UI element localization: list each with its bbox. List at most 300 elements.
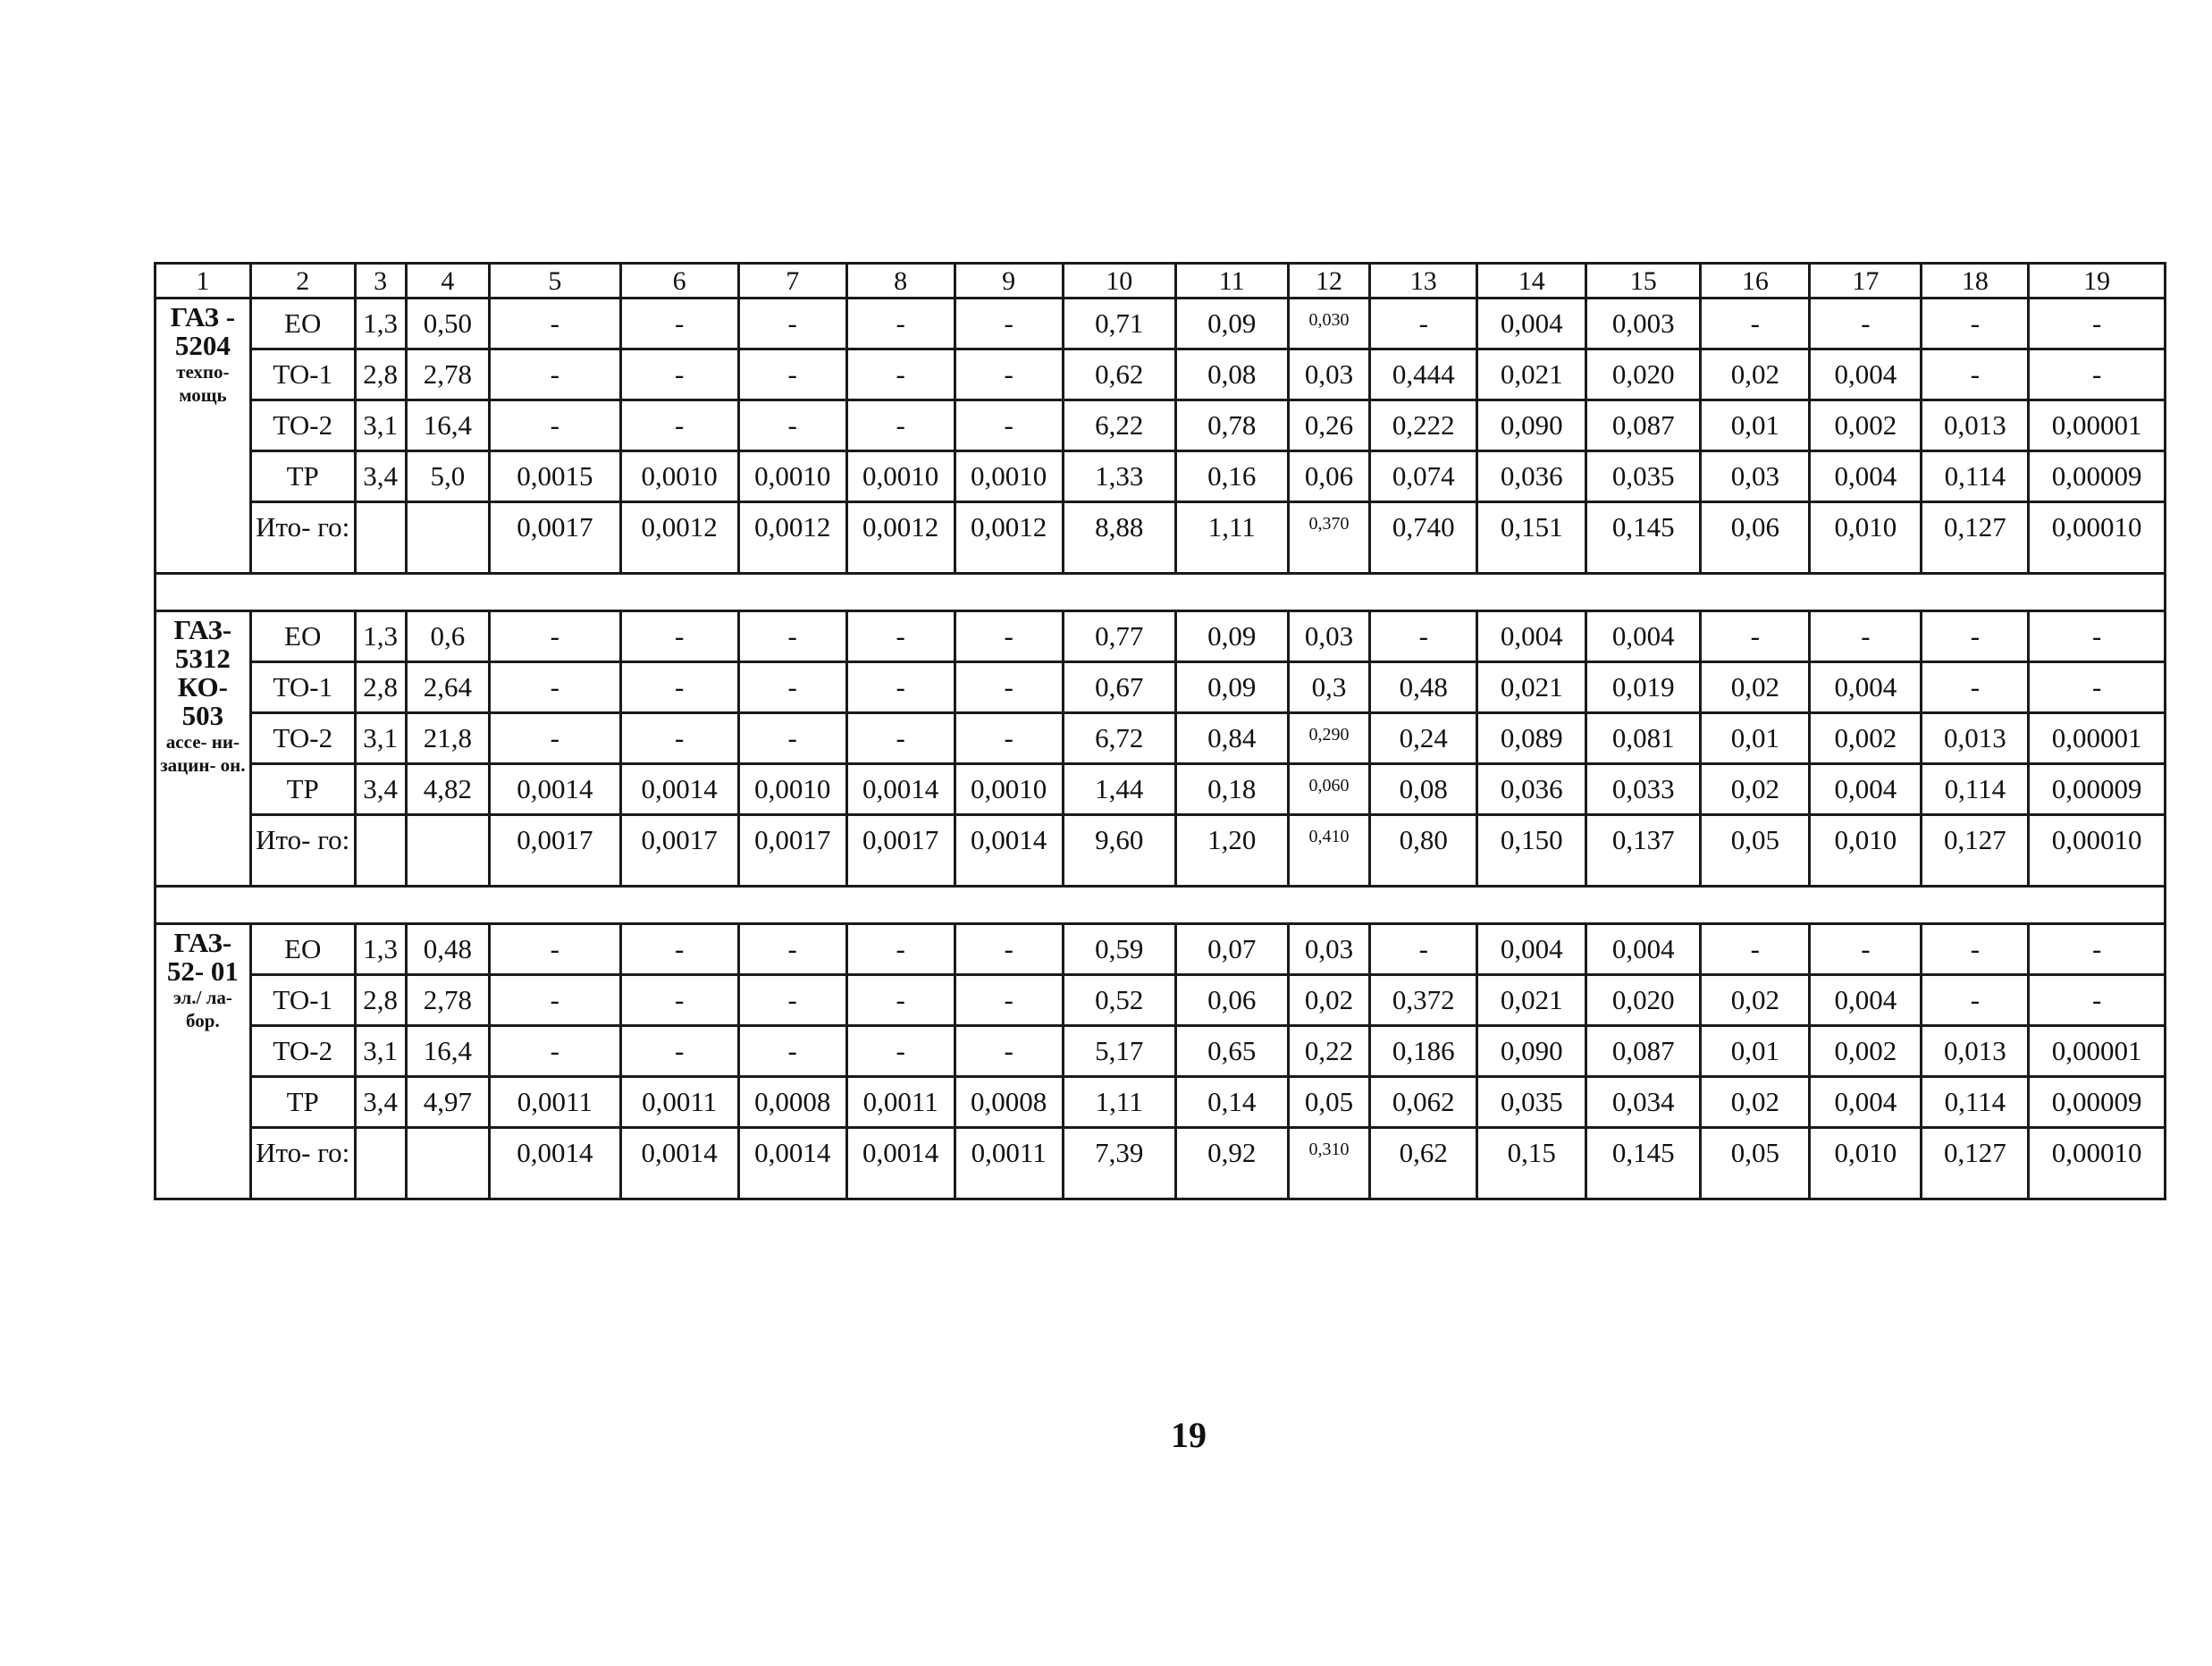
table-cell: 0,114 (1922, 764, 2029, 815)
total-cell: 0,0012 (846, 502, 955, 574)
total-cell: 0,0012 (955, 502, 1063, 574)
table-cell: 0,09 (1175, 611, 1288, 662)
table-cell: - (846, 1026, 955, 1077)
table-cell: 0,08 (1370, 764, 1477, 815)
table-cell: 3,1 (355, 1026, 406, 1077)
table-cell: - (846, 975, 955, 1026)
table-cell: 1,11 (1063, 1077, 1175, 1128)
column-number: 6 (620, 264, 738, 299)
vehicle-model: ГАЗ- 5312 КО- 503 (173, 614, 232, 731)
empty-cell (156, 502, 251, 574)
table-cell: - (1370, 924, 1477, 975)
total-row (156, 502, 2166, 574)
table-cell: - (738, 299, 846, 349)
table-cell: 0,0010 (955, 451, 1063, 502)
table-cell: - (1922, 349, 2029, 400)
table-cell: 0,0010 (955, 764, 1063, 815)
table-row (156, 349, 2166, 400)
table-cell: 0,0011 (846, 1077, 955, 1128)
vehicle-cell (156, 299, 251, 502)
table-cell: 0,081 (1586, 713, 1701, 764)
table-cell: - (620, 924, 738, 975)
vehicle-purpose: эл./ ла- бор. (172, 987, 232, 1031)
service-type: ТР (250, 764, 355, 815)
table-cell: 3,1 (355, 400, 406, 451)
table-cell: - (620, 299, 738, 349)
table-cell: - (846, 400, 955, 451)
column-number: 10 (1063, 264, 1175, 299)
total-label: Ито- го: (250, 1128, 355, 1199)
table-cell: 4,97 (406, 1077, 490, 1128)
column-number: 8 (846, 264, 955, 299)
table-cell: 0,0011 (620, 1077, 738, 1128)
table-cell: - (1922, 924, 2029, 975)
table-cell: - (955, 611, 1063, 662)
table-cell: - (1922, 611, 2029, 662)
table-cell: 0,036 (1477, 764, 1586, 815)
table-cell: 3,1 (355, 713, 406, 764)
table-cell: - (490, 299, 620, 349)
column-number: 12 (1288, 264, 1370, 299)
table-cell: 0,62 (1063, 349, 1175, 400)
column-number: 7 (738, 264, 846, 299)
table-cell: 1,3 (355, 299, 406, 349)
total-label: Ито- го: (250, 502, 355, 574)
column-number: 14 (1477, 264, 1586, 299)
service-type: ТО-2 (250, 713, 355, 764)
table-cell: 0,09 (1175, 662, 1288, 713)
table-cell: 0,034 (1586, 1077, 1701, 1128)
total-cell: 0,0014 (846, 1128, 955, 1199)
column-number: 3 (355, 264, 406, 299)
total-cell: 0,0012 (620, 502, 738, 574)
table-row (156, 764, 2166, 815)
table-cell: 0,290 (1288, 713, 1370, 764)
column-number: 4 (406, 264, 490, 299)
table-cell: 0,02 (1701, 662, 1810, 713)
table-cell: 0,003 (1586, 299, 1701, 349)
total-cell: 0,151 (1477, 502, 1586, 574)
service-type: ТО-2 (250, 400, 355, 451)
table-cell: - (738, 924, 846, 975)
vehicle-cell (156, 611, 251, 815)
table-cell: 3,4 (355, 1077, 406, 1128)
table-cell: 0,090 (1477, 1026, 1586, 1077)
table-cell: - (620, 975, 738, 1026)
table-cell: 0,021 (1477, 662, 1586, 713)
table-cell: 0,035 (1477, 1077, 1586, 1128)
table-row (156, 451, 2166, 502)
total-cell: 0,410 (1288, 815, 1370, 887)
table-cell: 0,002 (1810, 713, 1922, 764)
total-cell: 0,137 (1586, 815, 1701, 887)
table-cell: - (738, 1026, 846, 1077)
table-cell: 0,08 (1175, 349, 1288, 400)
column-number-row (156, 264, 2166, 299)
table-cell: 0,004 (1477, 924, 1586, 975)
table-cell: 0,02 (1701, 975, 1810, 1026)
table-cell: 0,22 (1288, 1026, 1370, 1077)
table-cell: 0,004 (1477, 299, 1586, 349)
table-cell: - (955, 400, 1063, 451)
total-cell: 0,010 (1810, 502, 1922, 574)
table-cell: 0,0010 (738, 451, 846, 502)
table-cell: 0,07 (1175, 924, 1288, 975)
table-cell: 0,020 (1586, 975, 1701, 1026)
empty-cell (156, 1128, 251, 1199)
table-cell: 0,035 (1586, 451, 1701, 502)
table-cell: 1,33 (1063, 451, 1175, 502)
empty-cell (355, 1128, 406, 1199)
table-cell: 0,00001 (2029, 713, 2166, 764)
column-number: 5 (490, 264, 620, 299)
table-cell: 0,074 (1370, 451, 1477, 502)
table-cell: 0,71 (1063, 299, 1175, 349)
table-cell: 0,062 (1370, 1077, 1477, 1128)
total-cell: 0,00010 (2029, 502, 2166, 574)
table-cell: 0,6 (406, 611, 490, 662)
table-cell: 1,3 (355, 924, 406, 975)
table-cell: 0,03 (1288, 611, 1370, 662)
table-cell: - (1810, 299, 1922, 349)
table-cell: 0,00009 (2029, 451, 2166, 502)
table-cell: - (2029, 299, 2166, 349)
table-cell: 0,004 (1586, 924, 1701, 975)
table-cell: 0,05 (1288, 1077, 1370, 1128)
table-cell: 0,65 (1175, 1026, 1288, 1077)
total-cell: 7,39 (1063, 1128, 1175, 1199)
table-cell: 4,82 (406, 764, 490, 815)
total-cell: 0,0017 (738, 815, 846, 887)
column-number: 11 (1175, 264, 1288, 299)
table-cell: - (490, 611, 620, 662)
table-cell: - (490, 400, 620, 451)
table-cell: 0,03 (1701, 451, 1810, 502)
total-cell: 0,05 (1701, 815, 1810, 887)
table-cell: 0,52 (1063, 975, 1175, 1026)
total-cell: 0,370 (1288, 502, 1370, 574)
table-cell: - (1922, 299, 2029, 349)
table-cell: 0,02 (1701, 764, 1810, 815)
table-cell: 0,06 (1288, 451, 1370, 502)
service-type: ТО-1 (250, 662, 355, 713)
table-cell: 0,030 (1288, 299, 1370, 349)
table-cell: - (2029, 924, 2166, 975)
table-row (156, 299, 2166, 349)
table-cell: 0,02 (1701, 349, 1810, 400)
empty-cell (156, 815, 251, 887)
table-cell: 0,0011 (490, 1077, 620, 1128)
total-cell: 0,010 (1810, 815, 1922, 887)
total-cell: 0,0017 (846, 815, 955, 887)
table-cell: 0,01 (1701, 400, 1810, 451)
table-cell: 0,019 (1586, 662, 1701, 713)
table-cell: - (738, 662, 846, 713)
table-cell: - (490, 662, 620, 713)
table-cell: 0,002 (1810, 1026, 1922, 1077)
table-cell: 0,0010 (738, 764, 846, 815)
table-cell: 0,013 (1922, 713, 2029, 764)
table-cell: 0,16 (1175, 451, 1288, 502)
table-cell: 0,033 (1586, 764, 1701, 815)
service-type: ТР (250, 1077, 355, 1128)
vehicle-model: ГАЗ - 5204 (170, 301, 236, 361)
table-cell: - (2029, 975, 2166, 1026)
total-cell: 9,60 (1063, 815, 1175, 887)
service-type: ТО-1 (250, 349, 355, 400)
table-cell: - (1370, 611, 1477, 662)
service-type: ТО-1 (250, 975, 355, 1026)
total-cell: 0,0014 (738, 1128, 846, 1199)
table-cell: 0,24 (1370, 713, 1477, 764)
table-cell: 0,004 (1810, 662, 1922, 713)
table-cell: 2,8 (355, 975, 406, 1026)
table-cell: 16,4 (406, 1026, 490, 1077)
table-cell: 0,03 (1288, 349, 1370, 400)
table-cell: - (738, 713, 846, 764)
table-cell: 0,0010 (846, 451, 955, 502)
total-label: Ито- го: (250, 815, 355, 887)
table-cell: 0,021 (1477, 349, 1586, 400)
separator-cell (156, 574, 2166, 611)
table-cell: 0,78 (1175, 400, 1288, 451)
table-cell: 6,72 (1063, 713, 1175, 764)
separator-cell (156, 887, 2166, 924)
table-row (156, 713, 2166, 764)
table-cell: - (1701, 611, 1810, 662)
table-cell: 0,01 (1701, 713, 1810, 764)
table-cell: 0,03 (1288, 924, 1370, 975)
page-number: 19 (1171, 1415, 1207, 1455)
table-cell: - (2029, 662, 2166, 713)
table-cell: 0,77 (1063, 611, 1175, 662)
table-cell: 0,036 (1477, 451, 1586, 502)
table-cell: - (738, 400, 846, 451)
table-cell: - (955, 713, 1063, 764)
table-row (156, 400, 2166, 451)
total-cell: 1,20 (1175, 815, 1288, 887)
total-row (156, 815, 2166, 887)
table-cell: 0,444 (1370, 349, 1477, 400)
table-cell: - (846, 299, 955, 349)
table-cell: 0,004 (1586, 611, 1701, 662)
column-number: 13 (1370, 264, 1477, 299)
table-cell: 0,06 (1175, 975, 1288, 1026)
column-number: 2 (250, 264, 355, 299)
service-type: ЕО (250, 924, 355, 975)
total-cell: 0,62 (1370, 1128, 1477, 1199)
column-number: 1 (156, 264, 251, 299)
table-cell: 0,59 (1063, 924, 1175, 975)
table-cell: 0,00001 (2029, 1026, 2166, 1077)
table-cell: 0,186 (1370, 1026, 1477, 1077)
table-cell: 6,22 (1063, 400, 1175, 451)
table-row (156, 975, 2166, 1026)
total-cell: 0,0014 (955, 815, 1063, 887)
column-number: 9 (955, 264, 1063, 299)
table-cell: 0,013 (1922, 1026, 2029, 1077)
table-cell: - (1922, 662, 2029, 713)
table-cell: - (620, 713, 738, 764)
table-cell: 5,0 (406, 451, 490, 502)
column-number: 17 (1810, 264, 1922, 299)
total-cell: 8,88 (1063, 502, 1175, 574)
service-type: ТР (250, 451, 355, 502)
table-cell: 3,4 (355, 764, 406, 815)
total-cell: 0,127 (1922, 815, 2029, 887)
table-cell: - (2029, 349, 2166, 400)
total-cell: 0,05 (1701, 1128, 1810, 1199)
table-cell: - (955, 299, 1063, 349)
table-cell: 0,0014 (620, 764, 738, 815)
total-cell: 0,15 (1477, 1128, 1586, 1199)
table-cell: 1,3 (355, 611, 406, 662)
table-cell: 0,089 (1477, 713, 1586, 764)
table-cell: 0,26 (1288, 400, 1370, 451)
table-cell: 0,09 (1175, 299, 1288, 349)
table-cell: 0,114 (1922, 1077, 2029, 1128)
empty-cell (355, 502, 406, 574)
table-cell: - (846, 611, 955, 662)
total-cell: 0,127 (1922, 1128, 2029, 1199)
vehicle-cell (156, 924, 251, 1128)
table-cell: - (620, 662, 738, 713)
column-number: 18 (1922, 264, 2029, 299)
group-separator (156, 574, 2166, 611)
table-cell: - (620, 611, 738, 662)
column-number: 16 (1701, 264, 1810, 299)
total-cell: 0,0011 (955, 1128, 1063, 1199)
table-cell: 0,0010 (620, 451, 738, 502)
table-cell: 0,087 (1586, 400, 1701, 451)
table-cell: - (846, 713, 955, 764)
table-cell: - (955, 924, 1063, 975)
total-cell: 0,145 (1586, 1128, 1701, 1199)
table-cell: 0,67 (1063, 662, 1175, 713)
table-cell: 1,44 (1063, 764, 1175, 815)
table-cell: 0,004 (1810, 764, 1922, 815)
table-cell: - (955, 662, 1063, 713)
table-cell: - (2029, 611, 2166, 662)
table-cell: 0,087 (1586, 1026, 1701, 1077)
total-cell: 0,310 (1288, 1128, 1370, 1199)
table-cell: 2,78 (406, 349, 490, 400)
table-cell: - (738, 975, 846, 1026)
service-type: ТО-2 (250, 1026, 355, 1077)
table-cell: - (955, 349, 1063, 400)
table-cell: 0,372 (1370, 975, 1477, 1026)
total-cell: 0,740 (1370, 502, 1477, 574)
table-cell: 21,8 (406, 713, 490, 764)
table-cell: 0,0014 (490, 764, 620, 815)
total-cell: 1,11 (1175, 502, 1288, 574)
table-cell: 16,4 (406, 400, 490, 451)
table-cell: 0,002 (1810, 400, 1922, 451)
group-separator (156, 887, 2166, 924)
table-cell: - (846, 662, 955, 713)
table-cell: 0,50 (406, 299, 490, 349)
vehicle-model: ГАЗ- 52- 01 (166, 927, 239, 987)
table-cell: - (1810, 611, 1922, 662)
table-cell: 0,3 (1288, 662, 1370, 713)
table-cell: - (490, 1026, 620, 1077)
total-cell: 0,0017 (490, 815, 620, 887)
vehicle-purpose: ассе- ни- зацин- он. (160, 731, 246, 776)
table-cell: 0,004 (1810, 975, 1922, 1026)
table-cell: - (955, 975, 1063, 1026)
table-cell: 0,004 (1810, 451, 1922, 502)
table-cell: 0,060 (1288, 764, 1370, 815)
total-cell: 0,150 (1477, 815, 1586, 887)
table-cell: 0,020 (1586, 349, 1701, 400)
total-cell: 0,00010 (2029, 815, 2166, 887)
table-cell: 0,090 (1477, 400, 1586, 451)
table-row (156, 662, 2166, 713)
table-cell: 0,18 (1175, 764, 1288, 815)
service-type: ЕО (250, 611, 355, 662)
table-cell: - (620, 1026, 738, 1077)
total-cell: 0,0014 (620, 1128, 738, 1199)
table-cell: 0,02 (1288, 975, 1370, 1026)
total-cell: 0,127 (1922, 502, 2029, 574)
table-cell: - (846, 924, 955, 975)
table-cell: 0,02 (1701, 1077, 1810, 1128)
table-cell: - (620, 349, 738, 400)
table-cell: 0,004 (1810, 1077, 1922, 1128)
table-cell: - (955, 1026, 1063, 1077)
table-cell: - (620, 400, 738, 451)
table-cell: 3,4 (355, 451, 406, 502)
table-cell: 0,021 (1477, 975, 1586, 1026)
table-cell: 0,48 (1370, 662, 1477, 713)
empty-cell (355, 815, 406, 887)
total-cell: 0,80 (1370, 815, 1477, 887)
table-cell: 0,0008 (738, 1077, 846, 1128)
table-cell: - (1701, 924, 1810, 975)
total-cell: 0,0017 (490, 502, 620, 574)
table-cell: - (738, 611, 846, 662)
table-cell: - (490, 349, 620, 400)
column-number: 19 (2029, 264, 2166, 299)
table-cell: - (490, 975, 620, 1026)
service-type: ЕО (250, 299, 355, 349)
total-cell: 0,0014 (490, 1128, 620, 1199)
table-cell: 0,0014 (846, 764, 955, 815)
table-cell: - (1922, 975, 2029, 1026)
table-cell: - (1701, 299, 1810, 349)
table-cell: 0,0008 (955, 1077, 1063, 1128)
table-row (156, 1026, 2166, 1077)
total-cell: 0,06 (1701, 502, 1810, 574)
empty-cell (406, 815, 490, 887)
total-cell: 0,145 (1586, 502, 1701, 574)
table-cell: - (490, 713, 620, 764)
table-cell: 0,48 (406, 924, 490, 975)
total-cell: 0,010 (1810, 1128, 1922, 1199)
vehicle-purpose: техпо- мощь (176, 361, 230, 406)
table-cell: 2,78 (406, 975, 490, 1026)
table-cell: 5,17 (1063, 1026, 1175, 1077)
table-cell: 0,00001 (2029, 400, 2166, 451)
table-cell: 0,004 (1810, 349, 1922, 400)
table-cell: 0,222 (1370, 400, 1477, 451)
table-cell: 0,0015 (490, 451, 620, 502)
table-cell: - (1810, 924, 1922, 975)
table-row (156, 1077, 2166, 1128)
table-cell: 0,013 (1922, 400, 2029, 451)
table-row (156, 924, 2166, 975)
total-cell: 0,92 (1175, 1128, 1288, 1199)
